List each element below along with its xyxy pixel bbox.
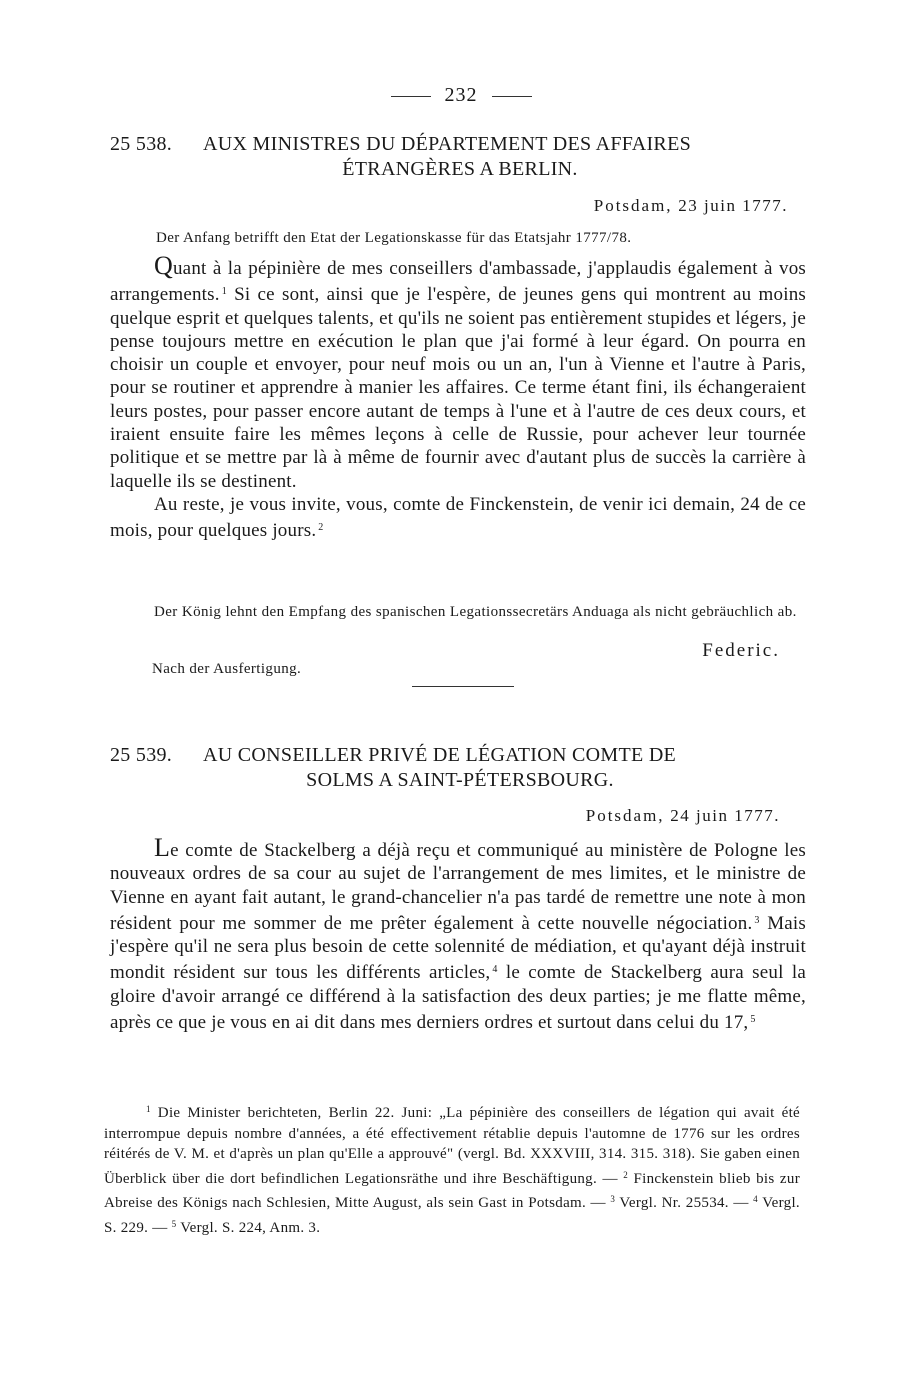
letter1-para1-text-a: uant à la pépinière de mes conseillers d'ambassade, j'applaudis également à vos arrangements.	[110, 258, 806, 306]
footnote-ref-5: 5	[750, 1014, 756, 1026]
footnote-ref-1: 1	[221, 286, 227, 298]
letter2-paragraph-1	[110, 833, 806, 1034]
footnote-ref-4: 4	[492, 964, 498, 976]
footnote-5: Vergl. S. 224, Anm. 3.	[176, 1219, 321, 1236]
letter1-initial: Q	[154, 251, 173, 280]
letter1-title-line2: ÉTRANGÈRES A BERLIN.	[342, 158, 578, 180]
footnote-ref-3: 3	[754, 914, 760, 926]
letter1-german-note: Der König lehnt den Empfang des spanischen Legationssecretärs Anduaga als nicht gebräuchlich ab.	[154, 604, 797, 620]
letter2-para1-text-a: e comte de Stackelberg a déjà reçu et communiqué au ministère de Pologne les nouveaux ordres de sa cour au sujet de l'arrangement de mes limites, et le ministre de Vienne en ayant fait autant, le grand-chancelier n'a pas tardé de remettre une note à mon résident pour me sommer de me prêter également à cette nouvelle négociation.	[110, 840, 806, 934]
letter1-date: 23 juin 1777.	[678, 196, 788, 215]
footnote-2: Finckenstein blieb bis zur Abreise des Königs nach Schlesien, Mitte August, als sein Gast in Potsdam. —	[104, 1170, 800, 1211]
letter1-paragraph-2	[110, 493, 806, 543]
letter2-number: 25 539.	[110, 744, 173, 766]
letter1-german-intro: Der Anfang betrifft den Etat der Legationskasse für das Etatsjahr 1777/78.	[156, 230, 632, 246]
footnotes-paragraph	[104, 1099, 800, 1238]
letter1-paragraph-1	[110, 251, 806, 493]
letter2-title-line1: AU CONSEILLER PRIVÉ DE LÉGATION COMTE DE	[203, 744, 677, 766]
letter2-para1-text-c: le comte de Stackelberg aura seul la gloire d'avoir arrangé ce différend à la satisfaction des deux parties; je me flatte même, après ce que je vous en ai dit dans mes derniers ordres et surtout dans celui du 17,	[110, 962, 806, 1034]
letter2-initial: L	[154, 833, 171, 862]
letter1-para2-text: Au reste, je vous invite, vous, comte de Finckenstein, de venir ici demain, 24 de ce mois, pour quelques jours.	[110, 493, 806, 542]
page-number-dash-left	[391, 96, 431, 97]
footnote-3: Vergl. Nr. 25534. —	[615, 1195, 749, 1211]
letter1-number: 25 538.	[110, 133, 173, 155]
footnote-3-mark: 3	[610, 1194, 616, 1204]
footnote-ref-2: 2	[318, 522, 324, 534]
section-divider	[412, 686, 514, 687]
letter2-para1-text-b: Mais j'espère qu'il ne sera plus besoin de cette solennité de médiation, et qu'ayant déjà instruit mondit résident sur tous les différents articles,	[110, 912, 806, 984]
footnote-4: Vergl. S. 229. —	[104, 1195, 800, 1236]
letter2-place: Potsdam,	[585, 806, 665, 825]
footnote-1-mark: 1	[146, 1104, 151, 1114]
letter2-dateline	[586, 806, 780, 826]
page-number	[0, 84, 900, 107]
letter1-body	[110, 251, 806, 543]
letter1-place: Potsdam,	[593, 196, 673, 215]
letter1-para1-text-b: Si ce sont, ainsi que je l'espère, de jeunes gens qui montrent au moins quelque esprit et quelques talents, et qu'ils ne soient pas entièrement stupides et légers, je pense toujours mettre en exécution le plan que j'ai formé à leur égard. On pourra en choisir un couple et envoyer, pour neuf mois ou un an, l'un à Vienne et l'autre à Paris, pour se routiner et apprendre à manier les affaires. Ce terme étant fini, ils échangeraient leurs postes, pour passer encore autant de temps à l'une et à l'autre de ces deux cours, et iraient ensuite faire les mêmes leçons à celle de Russie, pour achever leur tournée politique et se mettre par là à même de fournir avec d'autant plus de succès la carrière à laquelle ils se destinent.	[110, 284, 806, 492]
letter1-source: Nach der Ausfertigung.	[152, 661, 302, 677]
letter2-title-line2: SOLMS A SAINT-PÉTERSBOURG.	[306, 769, 614, 791]
footnote-1: Die Minister berichteten, Berlin 22. Juni: „La pépinière des conseillers de légation qui avait été interrompue depuis nombre d'années, a été effectivement rétablie depuis l'automne de 1776 sur les ordres réitérés de V. M. et d'après un plan qu'Elle a approuvé" (vergl. Bd. XXXVIII, 314. 315. 318). Sie gaben einen Überblick über die dort befindlichen Legationsräthe und ihre Beschäftigung. —	[104, 1105, 800, 1187]
page-number-dash-right	[492, 96, 532, 97]
footnotes	[104, 1099, 800, 1238]
page-number-text: 232	[444, 84, 478, 106]
letter1-title-line1: AUX MINISTRES DU DÉPARTEMENT DES AFFAIRES	[203, 133, 692, 155]
footnote-2-mark: 2	[623, 1169, 629, 1180]
footnote-4-mark: 4	[753, 1194, 758, 1204]
letter2-body	[110, 833, 806, 1034]
footnote-5-mark: 5	[171, 1218, 177, 1229]
letter1-signature: Federic.	[702, 640, 780, 661]
letter2-date: 24 juin 1777.	[670, 806, 780, 825]
letter1-dateline	[594, 196, 788, 216]
